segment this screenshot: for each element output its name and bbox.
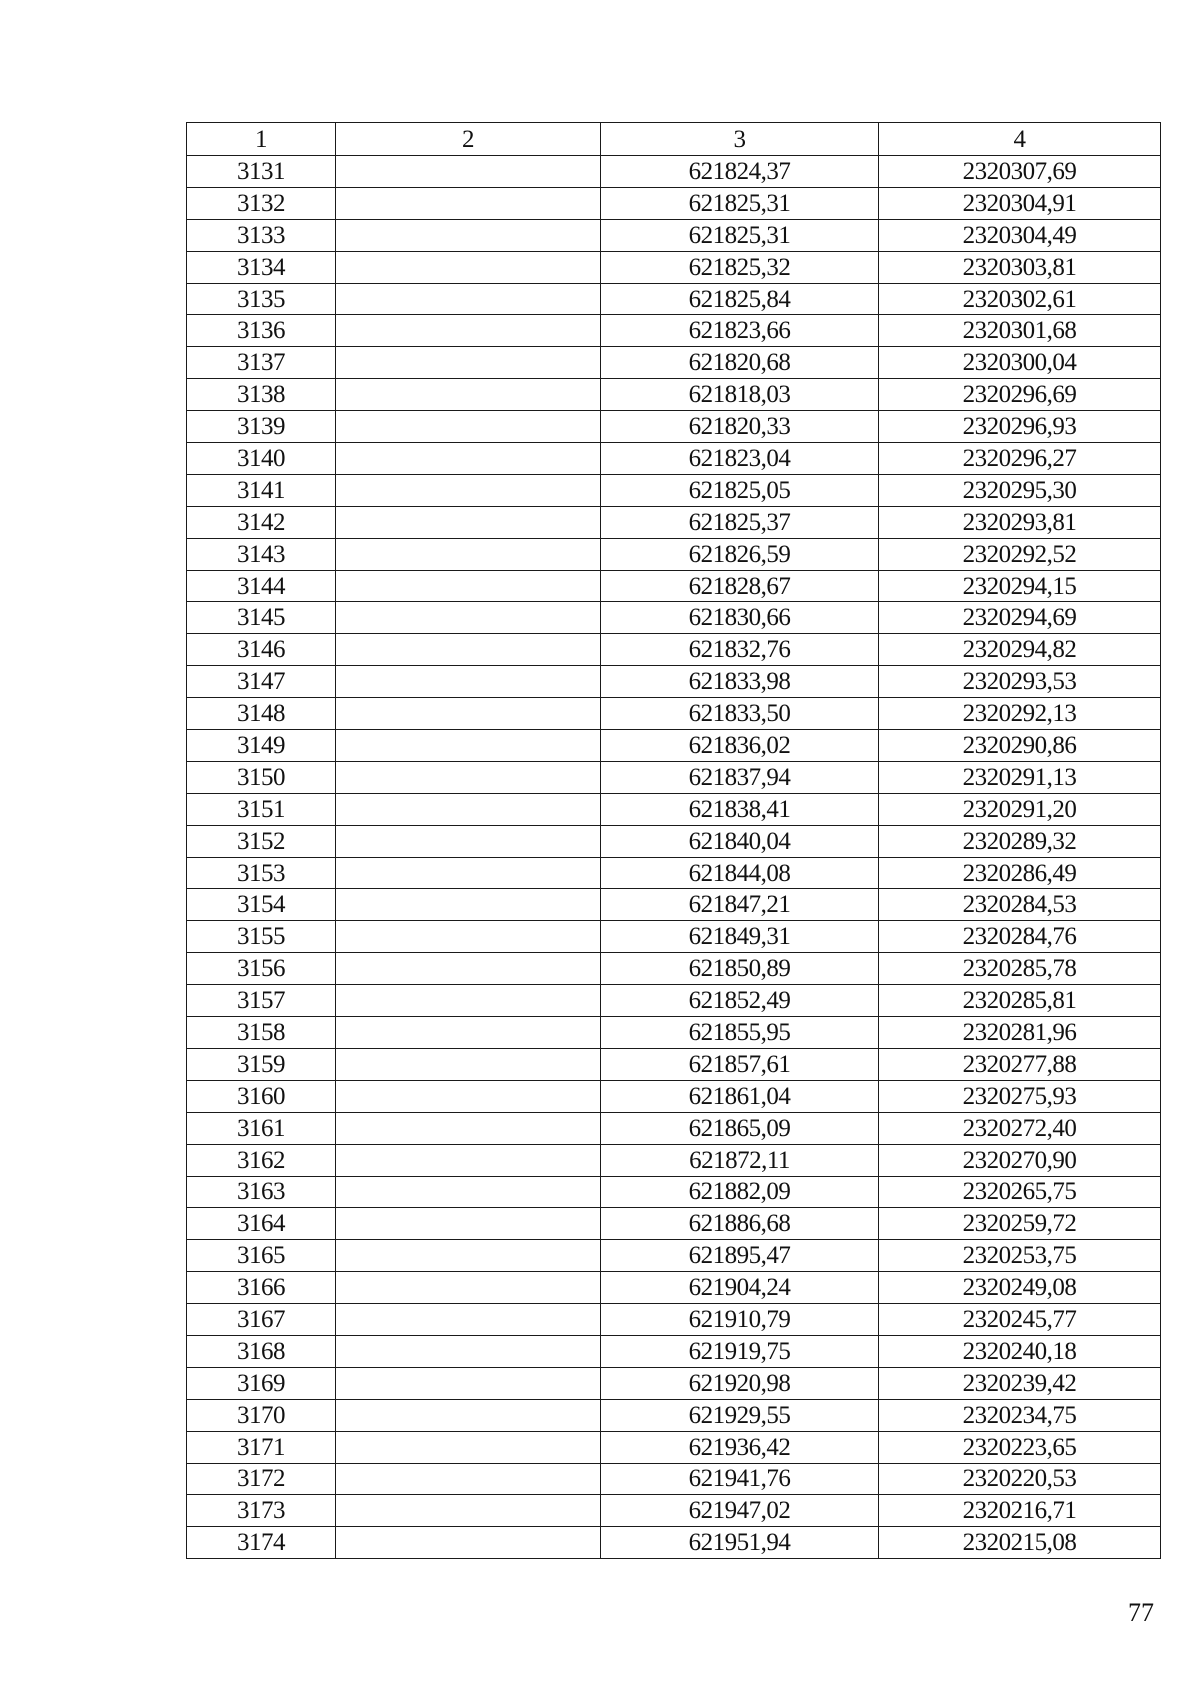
point-number-cell: 3173 <box>187 1495 336 1527</box>
y-coordinate-cell: 2320303,81 <box>879 251 1161 283</box>
description-cell <box>336 283 601 315</box>
point-number-cell: 3137 <box>187 347 336 379</box>
description-cell <box>336 1272 601 1304</box>
x-coordinate-cell: 621920,98 <box>601 1367 879 1399</box>
y-coordinate-cell: 2320293,53 <box>879 666 1161 698</box>
description-cell <box>336 1048 601 1080</box>
y-coordinate-cell: 2320296,27 <box>879 443 1161 475</box>
table-row <box>187 602 1161 634</box>
x-coordinate-cell: 621825,32 <box>601 251 879 283</box>
x-coordinate-cell: 621823,04 <box>601 443 879 475</box>
x-coordinate-cell: 621833,50 <box>601 698 879 730</box>
description-cell <box>336 1304 601 1336</box>
table-row <box>187 889 1161 921</box>
x-coordinate-cell: 621818,03 <box>601 379 879 411</box>
y-coordinate-cell: 2320249,08 <box>879 1272 1161 1304</box>
point-number-cell: 3135 <box>187 283 336 315</box>
description-cell <box>336 1080 601 1112</box>
table-header <box>187 123 1161 156</box>
point-number-cell: 3157 <box>187 985 336 1017</box>
x-coordinate-cell: 621910,79 <box>601 1304 879 1336</box>
point-number-cell: 3131 <box>187 156 336 188</box>
point-number-cell: 3154 <box>187 889 336 921</box>
x-coordinate-cell: 621838,41 <box>601 793 879 825</box>
y-coordinate-cell: 2320304,91 <box>879 187 1161 219</box>
table-row <box>187 793 1161 825</box>
x-coordinate-cell: 621828,67 <box>601 570 879 602</box>
description-cell <box>336 1176 601 1208</box>
description-cell <box>336 187 601 219</box>
point-number-cell: 3163 <box>187 1176 336 1208</box>
y-coordinate-cell: 2320295,30 <box>879 474 1161 506</box>
page-number: 77 <box>1128 1598 1154 1627</box>
point-number-cell: 3166 <box>187 1272 336 1304</box>
x-coordinate-cell: 621825,31 <box>601 187 879 219</box>
table-row <box>187 347 1161 379</box>
table-row <box>187 1080 1161 1112</box>
header-cell-4: 4 <box>879 123 1161 156</box>
point-number-cell: 3159 <box>187 1048 336 1080</box>
table-row <box>187 761 1161 793</box>
table-row <box>187 1017 1161 1049</box>
table-row <box>187 1112 1161 1144</box>
y-coordinate-cell: 2320307,69 <box>879 156 1161 188</box>
description-cell <box>336 443 601 475</box>
point-number-cell: 3164 <box>187 1208 336 1240</box>
table-row <box>187 379 1161 411</box>
point-number-cell: 3141 <box>187 474 336 506</box>
y-coordinate-cell: 2320223,65 <box>879 1431 1161 1463</box>
table-row <box>187 1144 1161 1176</box>
y-coordinate-cell: 2320300,04 <box>879 347 1161 379</box>
table-row <box>187 1240 1161 1272</box>
table-row <box>187 1527 1161 1559</box>
header-cell-2: 2 <box>336 123 601 156</box>
x-coordinate-cell: 621852,49 <box>601 985 879 1017</box>
table-body <box>187 156 1161 1559</box>
description-cell <box>336 156 601 188</box>
point-number-cell: 3172 <box>187 1463 336 1495</box>
y-coordinate-cell: 2320284,76 <box>879 921 1161 953</box>
point-number-cell: 3136 <box>187 315 336 347</box>
y-coordinate-cell: 2320296,93 <box>879 411 1161 443</box>
y-coordinate-cell: 2320220,53 <box>879 1463 1161 1495</box>
x-coordinate-cell: 621850,89 <box>601 953 879 985</box>
point-number-cell: 3150 <box>187 761 336 793</box>
y-coordinate-cell: 2320285,81 <box>879 985 1161 1017</box>
x-coordinate-cell: 621857,61 <box>601 1048 879 1080</box>
description-cell <box>336 1017 601 1049</box>
y-coordinate-cell: 2320291,20 <box>879 793 1161 825</box>
point-number-cell: 3165 <box>187 1240 336 1272</box>
table-row <box>187 730 1161 762</box>
x-coordinate-cell: 621882,09 <box>601 1176 879 1208</box>
table-row <box>187 1399 1161 1431</box>
table-row <box>187 538 1161 570</box>
x-coordinate-cell: 621886,68 <box>601 1208 879 1240</box>
description-cell <box>336 730 601 762</box>
point-number-cell: 3144 <box>187 570 336 602</box>
description-cell <box>336 219 601 251</box>
x-coordinate-cell: 621824,37 <box>601 156 879 188</box>
point-number-cell: 3158 <box>187 1017 336 1049</box>
point-number-cell: 3170 <box>187 1399 336 1431</box>
y-coordinate-cell: 2320304,49 <box>879 219 1161 251</box>
point-number-cell: 3148 <box>187 698 336 730</box>
table-row <box>187 156 1161 188</box>
table-row <box>187 1335 1161 1367</box>
description-cell <box>336 1399 601 1431</box>
description-cell <box>336 538 601 570</box>
y-coordinate-cell: 2320216,71 <box>879 1495 1161 1527</box>
table-row <box>187 283 1161 315</box>
y-coordinate-cell: 2320284,53 <box>879 889 1161 921</box>
x-coordinate-cell: 621872,11 <box>601 1144 879 1176</box>
point-number-cell: 3149 <box>187 730 336 762</box>
table-row <box>187 1463 1161 1495</box>
table-row <box>187 411 1161 443</box>
x-coordinate-cell: 621820,68 <box>601 347 879 379</box>
description-cell <box>336 251 601 283</box>
table-row <box>187 506 1161 538</box>
header-row <box>187 123 1161 156</box>
description-cell <box>336 666 601 698</box>
x-coordinate-cell: 621941,76 <box>601 1463 879 1495</box>
x-coordinate-cell: 621929,55 <box>601 1399 879 1431</box>
y-coordinate-cell: 2320286,49 <box>879 857 1161 889</box>
description-cell <box>336 761 601 793</box>
x-coordinate-cell: 621825,05 <box>601 474 879 506</box>
table-row <box>187 1048 1161 1080</box>
x-coordinate-cell: 621861,04 <box>601 1080 879 1112</box>
table-row <box>187 219 1161 251</box>
point-number-cell: 3143 <box>187 538 336 570</box>
y-coordinate-cell: 2320290,86 <box>879 730 1161 762</box>
point-number-cell: 3145 <box>187 602 336 634</box>
point-number-cell: 3155 <box>187 921 336 953</box>
point-number-cell: 3162 <box>187 1144 336 1176</box>
description-cell <box>336 889 601 921</box>
description-cell <box>336 985 601 1017</box>
table-row <box>187 570 1161 602</box>
table-row <box>187 1272 1161 1304</box>
y-coordinate-cell: 2320281,96 <box>879 1017 1161 1049</box>
point-number-cell: 3138 <box>187 379 336 411</box>
y-coordinate-cell: 2320239,42 <box>879 1367 1161 1399</box>
table-row <box>187 1431 1161 1463</box>
point-number-cell: 3169 <box>187 1367 336 1399</box>
x-coordinate-cell: 621825,84 <box>601 283 879 315</box>
x-coordinate-cell: 621849,31 <box>601 921 879 953</box>
point-number-cell: 3147 <box>187 666 336 698</box>
x-coordinate-cell: 621840,04 <box>601 825 879 857</box>
table-row <box>187 187 1161 219</box>
description-cell <box>336 1431 601 1463</box>
point-number-cell: 3146 <box>187 634 336 666</box>
y-coordinate-cell: 2320292,13 <box>879 698 1161 730</box>
point-number-cell: 3152 <box>187 825 336 857</box>
y-coordinate-cell: 2320289,32 <box>879 825 1161 857</box>
header-cell-3: 3 <box>601 123 879 156</box>
y-coordinate-cell: 2320301,68 <box>879 315 1161 347</box>
description-cell <box>336 698 601 730</box>
description-cell <box>336 411 601 443</box>
header-cell-1: 1 <box>187 123 336 156</box>
y-coordinate-cell: 2320294,82 <box>879 634 1161 666</box>
point-number-cell: 3161 <box>187 1112 336 1144</box>
x-coordinate-cell: 621825,31 <box>601 219 879 251</box>
table-row <box>187 315 1161 347</box>
description-cell <box>336 793 601 825</box>
y-coordinate-cell: 2320270,90 <box>879 1144 1161 1176</box>
table-row <box>187 825 1161 857</box>
point-number-cell: 3151 <box>187 793 336 825</box>
x-coordinate-cell: 621844,08 <box>601 857 879 889</box>
description-cell <box>336 1463 601 1495</box>
description-cell <box>336 1367 601 1399</box>
x-coordinate-cell: 621951,94 <box>601 1527 879 1559</box>
table-row <box>187 953 1161 985</box>
y-coordinate-cell: 2320272,40 <box>879 1112 1161 1144</box>
table-row <box>187 1367 1161 1399</box>
description-cell <box>336 825 601 857</box>
point-number-cell: 3167 <box>187 1304 336 1336</box>
x-coordinate-cell: 621865,09 <box>601 1112 879 1144</box>
point-number-cell: 3142 <box>187 506 336 538</box>
description-cell <box>336 1240 601 1272</box>
table-row <box>187 1176 1161 1208</box>
table-row <box>187 251 1161 283</box>
point-number-cell: 3140 <box>187 443 336 475</box>
description-cell <box>336 1144 601 1176</box>
description-cell <box>336 315 601 347</box>
y-coordinate-cell: 2320285,78 <box>879 953 1161 985</box>
table-row <box>187 857 1161 889</box>
point-number-cell: 3160 <box>187 1080 336 1112</box>
table-row <box>187 443 1161 475</box>
description-cell <box>336 570 601 602</box>
y-coordinate-cell: 2320291,13 <box>879 761 1161 793</box>
x-coordinate-cell: 621830,66 <box>601 602 879 634</box>
x-coordinate-cell: 621936,42 <box>601 1431 879 1463</box>
y-coordinate-cell: 2320265,75 <box>879 1176 1161 1208</box>
point-number-cell: 3139 <box>187 411 336 443</box>
description-cell <box>336 1335 601 1367</box>
table-row <box>187 985 1161 1017</box>
y-coordinate-cell: 2320275,93 <box>879 1080 1161 1112</box>
x-coordinate-cell: 621823,66 <box>601 315 879 347</box>
description-cell <box>336 921 601 953</box>
x-coordinate-cell: 621895,47 <box>601 1240 879 1272</box>
description-cell <box>336 857 601 889</box>
y-coordinate-cell: 2320302,61 <box>879 283 1161 315</box>
y-coordinate-cell: 2320240,18 <box>879 1335 1161 1367</box>
description-cell <box>336 506 601 538</box>
y-coordinate-cell: 2320215,08 <box>879 1527 1161 1559</box>
point-number-cell: 3171 <box>187 1431 336 1463</box>
point-number-cell: 3132 <box>187 187 336 219</box>
description-cell <box>336 953 601 985</box>
description-cell <box>336 634 601 666</box>
point-number-cell: 3174 <box>187 1527 336 1559</box>
x-coordinate-cell: 621904,24 <box>601 1272 879 1304</box>
table-row <box>187 698 1161 730</box>
x-coordinate-cell: 621836,02 <box>601 730 879 762</box>
y-coordinate-cell: 2320245,77 <box>879 1304 1161 1336</box>
table-row <box>187 474 1161 506</box>
x-coordinate-cell: 621919,75 <box>601 1335 879 1367</box>
y-coordinate-cell: 2320253,75 <box>879 1240 1161 1272</box>
x-coordinate-cell: 621832,76 <box>601 634 879 666</box>
point-number-cell: 3133 <box>187 219 336 251</box>
description-cell <box>336 1495 601 1527</box>
description-cell <box>336 1527 601 1559</box>
table-row <box>187 634 1161 666</box>
y-coordinate-cell: 2320259,72 <box>879 1208 1161 1240</box>
y-coordinate-cell: 2320296,69 <box>879 379 1161 411</box>
x-coordinate-cell: 621847,21 <box>601 889 879 921</box>
table-row <box>187 1208 1161 1240</box>
description-cell <box>336 1112 601 1144</box>
table-row <box>187 666 1161 698</box>
description-cell <box>336 474 601 506</box>
point-number-cell: 3134 <box>187 251 336 283</box>
coordinates-table <box>186 122 1161 1559</box>
x-coordinate-cell: 621820,33 <box>601 411 879 443</box>
x-coordinate-cell: 621947,02 <box>601 1495 879 1527</box>
x-coordinate-cell: 621825,37 <box>601 506 879 538</box>
description-cell <box>336 1208 601 1240</box>
y-coordinate-cell: 2320292,52 <box>879 538 1161 570</box>
y-coordinate-cell: 2320234,75 <box>879 1399 1161 1431</box>
table-row <box>187 1495 1161 1527</box>
point-number-cell: 3153 <box>187 857 336 889</box>
description-cell <box>336 602 601 634</box>
point-number-cell: 3156 <box>187 953 336 985</box>
x-coordinate-cell: 621833,98 <box>601 666 879 698</box>
table-row <box>187 921 1161 953</box>
y-coordinate-cell: 2320294,69 <box>879 602 1161 634</box>
x-coordinate-cell: 621826,59 <box>601 538 879 570</box>
description-cell <box>336 347 601 379</box>
x-coordinate-cell: 621855,95 <box>601 1017 879 1049</box>
y-coordinate-cell: 2320277,88 <box>879 1048 1161 1080</box>
point-number-cell: 3168 <box>187 1335 336 1367</box>
x-coordinate-cell: 621837,94 <box>601 761 879 793</box>
y-coordinate-cell: 2320293,81 <box>879 506 1161 538</box>
y-coordinate-cell: 2320294,15 <box>879 570 1161 602</box>
table-row <box>187 1304 1161 1336</box>
description-cell <box>336 379 601 411</box>
